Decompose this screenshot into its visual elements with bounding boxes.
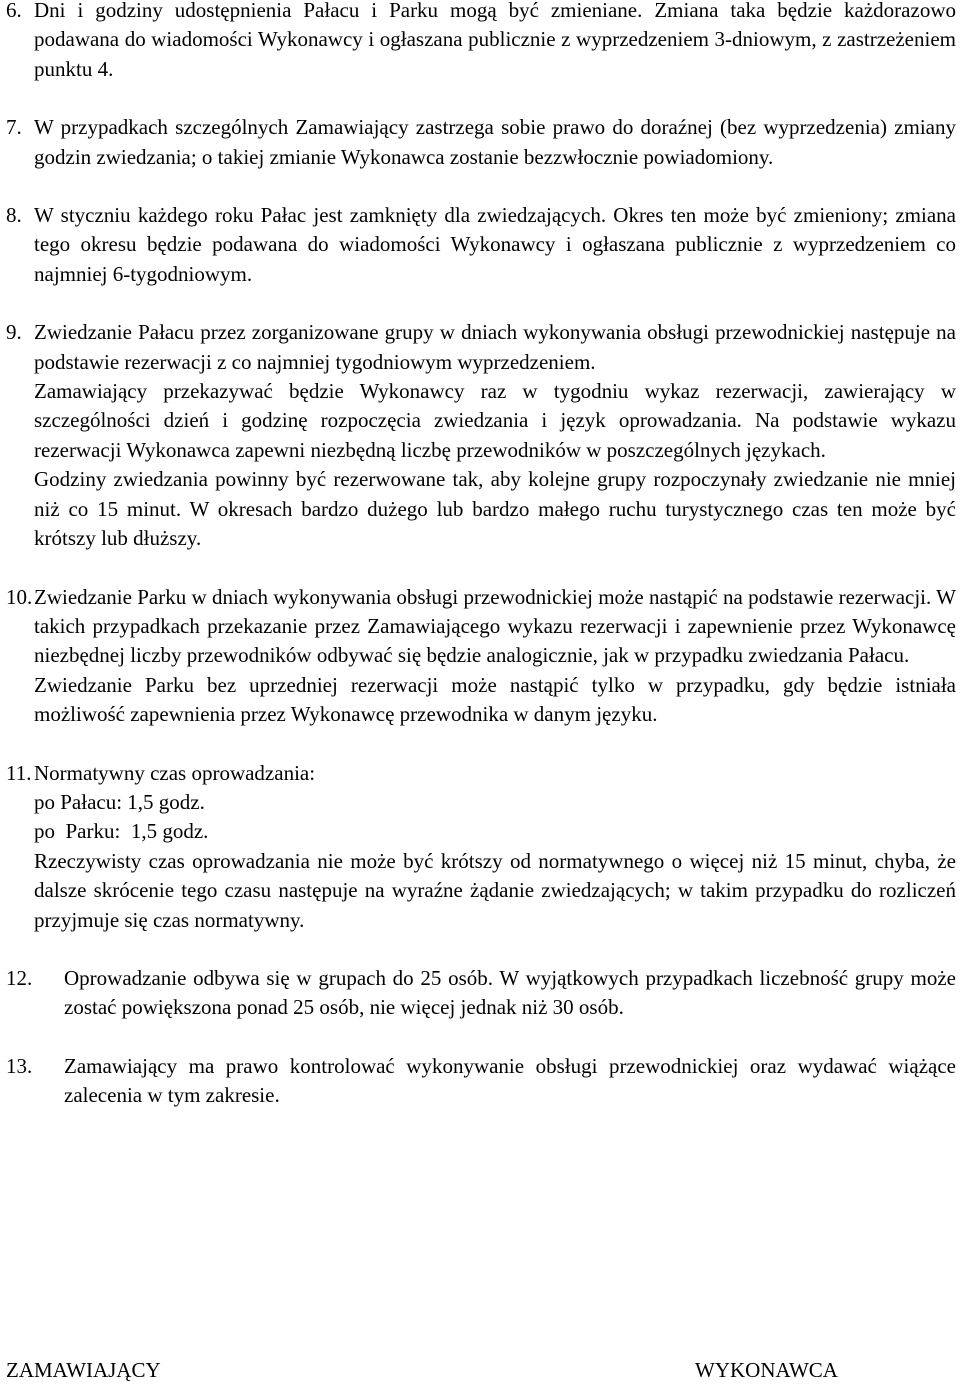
point-paragraph: W styczniu każdego roku Pałac jest zamknięty dla zwiedzających. Okres ten może być zmieniony; zmiana tego okresu będzie podawana do wiadomości Wykonawcy i ogłaszana publicznie z wyprzedzeniem co najmniej 6-tygodniowym.: [34, 203, 956, 286]
spacer: [6, 84, 956, 113]
point-paragraph: W przypadkach szczególnych Zamawiający zastrzega sobie prawo do doraźnej (bez wyprzedzenia) zmiany godzin zwiedzania; o takiej zmianie Wykonawca zostanie bezzwłocznie powiadomiony.: [34, 115, 956, 169]
point-number: 10.: [6, 584, 33, 609]
point-7: [6, 113, 956, 172]
point-10: [6, 583, 956, 730]
point-paragraph: Dni i godziny udostępnienia Pałacu i Parku mogą być zmieniane. Zmiana taka będzie każdorazowo podawana do wiadomości Wykonawcy i ogłaszana publicznie z wyprzedzeniem 3-dniowym, z zastrzeżeniem punktu 4.: [34, 0, 956, 81]
point-paragraph: po Pałacu: 1,5 godz.: [34, 789, 205, 814]
point-paragraph: Zwiedzanie Pałacu przez zorganizowane grupy w dniach wykonywania obsługi przewodnickiej następuje na podstawie rezerwacji z co najmniej tygodniowym wyprzedzeniem.: [34, 320, 956, 374]
signature-contractor: WYKONAWCA: [695, 1358, 838, 1382]
point-12: [6, 964, 956, 1023]
point-number: 6.: [6, 0, 22, 22]
point-6: [6, 0, 956, 84]
signature-ordering-party: ZAMAWIAJĄCY: [6, 1358, 161, 1382]
spacer: [6, 554, 956, 583]
point-paragraph: Oprowadzanie odbywa się w grupach do 25 osób. W wyjątkowych przypadkach liczebność grupy może zostać powiększona ponad 25 osób, nie więcej jednak niż 30 osób.: [64, 965, 956, 1020]
point-paragraph: Rzeczywisty czas oprowadzania nie może być krótszy od normatywnego o więcej niż 15 minut, chyba, że dalsze skrócenie tego czasu następuje na wyraźne żądanie zwiedzających; w takim przypadku do rozliczeń przyjmuje się czas normatywny.: [34, 848, 956, 932]
point-number: 8.: [6, 203, 22, 228]
point-number: 7.: [6, 115, 22, 140]
point-paragraph: Zwiedzanie Parku bez uprzedniej rezerwacji może nastąpić tylko w przypadku, gdy będzie istniała możliwość zapewnienia przez Wykonawcę przewodnika w danym języku.: [34, 672, 956, 727]
point-number: 9.: [6, 320, 22, 345]
spacer: [6, 730, 956, 759]
point-number: 12.: [6, 965, 33, 990]
point-paragraph: po Parku: 1,5 godz.: [34, 819, 209, 844]
point-9: [6, 318, 956, 553]
point-paragraph: Zamawiający ma prawo kontrolować wykonywanie obsługi przewodnickiej oraz wydawać wiążące zalecenia w tym zakresie.: [64, 1053, 956, 1108]
point-paragraph: Normatywny czas oprowadzania:: [34, 760, 316, 785]
point-11: [6, 759, 956, 935]
spacer: [6, 172, 956, 201]
point-8: [6, 201, 956, 289]
point-number: 11.: [6, 760, 32, 785]
spacer: [6, 935, 956, 964]
point-paragraph: Zwiedzanie Parku w dniach wykonywania obsługi przewodnickiej może nastąpić na podstawie rezerwacji. W takich przypadkach przekazanie przez Zamawiającego wykazu rezerwacji i zapewnienie przez Wykonawcę niezbędnej liczby przewodników odbywać się będzie analogicznie, jak w przypadku zwiedzania Pałacu.: [34, 584, 956, 668]
spacer: [6, 289, 956, 318]
point-13: [6, 1052, 956, 1111]
point-paragraph: Godziny zwiedzania powinny być rezerwowane tak, aby kolejne grupy rozpoczynały zwiedzanie nie mniej niż co 15 minut. W okresach bardzo dużego lub bardzo małego ruchu turystycznego czas ten może być krótszy lub dłuższy.: [34, 467, 956, 551]
point-number: 13.: [6, 1053, 33, 1078]
document-body: [6, 0, 956, 1111]
spacer: [6, 1023, 956, 1052]
signature-block: [6, 1356, 960, 1386]
point-paragraph: Zamawiający przekazywać będzie Wykonawcy raz w tygodniu wykaz rezerwacji, zawierający w szczególności dzień i godzinę rozpoczęcia zwiedzania i język oprowadzania. Na podstawie wykazu rezerwacji Wykonawca zapewni niezbędną liczbę przewodników w poszczególnych językach.: [34, 379, 956, 462]
